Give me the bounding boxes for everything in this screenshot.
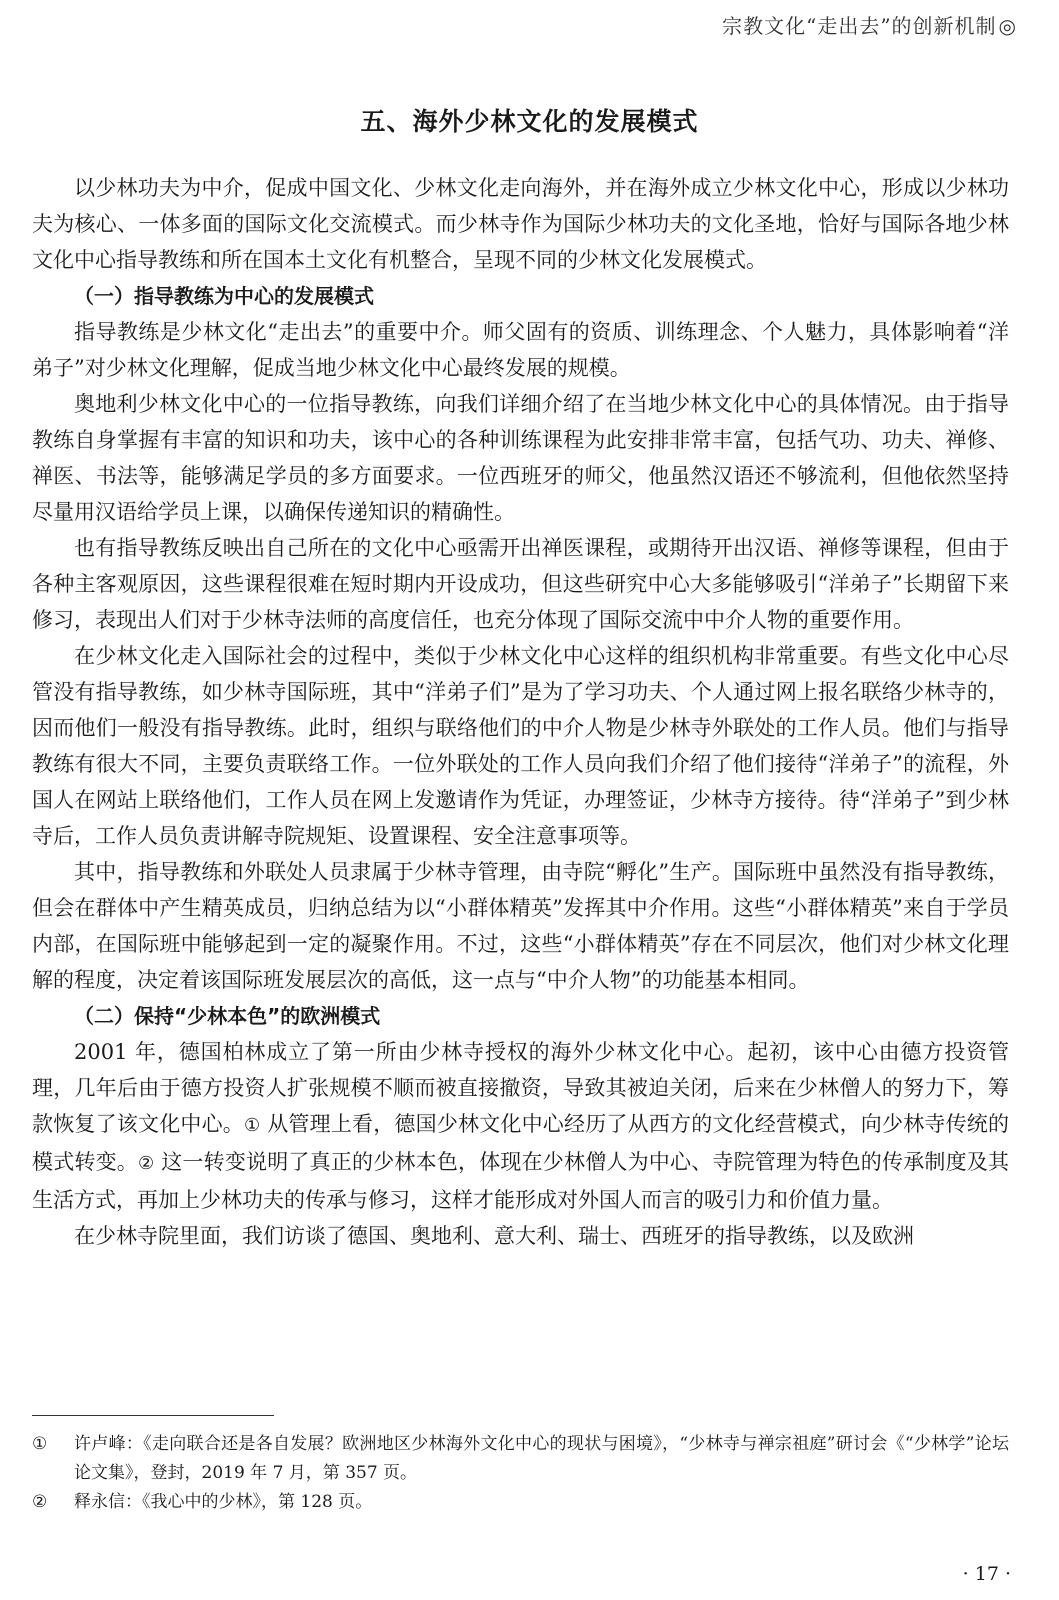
footnote-ref-1[interactable]: ①: [244, 1115, 261, 1136]
header-mark-icon: ◎: [998, 14, 1017, 38]
body-text: [32, 170, 1009, 1254]
subsection-heading-2: （二）保持“少林本色”的欧洲模式: [74, 1004, 381, 1028]
footnote-item: [32, 1430, 1009, 1488]
footnote-item: [32, 1488, 1009, 1517]
footnote-number: ①: [32, 1434, 48, 1454]
paragraph-7-part-c: 这一转变说明了真正的少林本色，体现在少林僧人为中心、寺院管理为特色的传承制度及其生活方式，再加上少林功夫的传承与修习，这样才能形成对外国人而言的吸引力和价值力量。: [32, 1150, 1010, 1212]
paragraph-4: 也有指导教练反映出自己所在的文化中心亟需开出禅医课程，或期待开出汉语、禅修等课程，但由于各种主客观原因，这些课程很难在短时期内开设成功，但这些研究中心大多能够吸引“洋弟子”长期留下来修习，表现出人们对于少林寺法师的高度信任，也充分体现了国际交流中中介人物的重要作用。: [32, 536, 1009, 632]
paragraph-3: 奥地利少林文化中心的一位指导教练，向我们详细介绍了在当地少林文化中心的具体情况。由于指导教练自身掌握有丰富的知识和功夫，该中心的各种训练课程为此安排非常丰富，包括气功、功夫、禅修、禅医、书法等，能够满足学员的多方面要求。一位西班牙的师父，他虽然汉语还不够流利，但他依然坚持尽量用汉语给学员上课，以确保传递知识的精确性。: [32, 392, 1009, 524]
footnote-number: ②: [32, 1492, 48, 1512]
footnotes: [32, 1430, 1009, 1517]
footnote-ref-2[interactable]: ②: [138, 1153, 155, 1174]
page-number: · 17 ·: [962, 1563, 1011, 1585]
paragraph-6: 其中，指导教练和外联处人员隶属于少林寺管理，由寺院“孵化”生产。国际班中虽然没有指导教练，但会在群体中产生精英成员，归纳总结为以“小群体精英”发挥其中介作用。这些“小群体精英”来自于学员内部，在国际班中能够起到一定的凝聚作用。不过，这些“小群体精英”存在不同层次，他们对少林文化理解的程度，决定着该国际班发展层次的高低，这一点与“中介人物”的功能基本相同。: [32, 860, 1009, 992]
paragraph-5: 在少林文化走入国际社会的过程中，类似于少林文化中心这样的组织机构非常重要。有些文化中心尽管没有指导教练，如少林寺国际班，其中“洋弟子们”是为了学习功夫、个人通过网上报名联络少林寺的，因而他们一般没有指导教练。此时，组织与联络他们的中介人物是少林寺外联处的工作人员。他们与指导教练有很大不同，主要负责联络工作。一位外联处的工作人员向我们介绍了他们接待“洋弟子”的流程，外国人在网站上联络他们，工作人员在网上发邀请作为凭证，办理签证，少林寺方接待。待“洋弟子”到少林寺后，工作人员负责讲解寺院规矩、设置课程、安全注意事项等。: [32, 644, 1009, 848]
paragraph-2: 指导教练是少林文化“走出去”的重要中介。师父固有的资质、训练理念、个人魅力，具体影响着“洋弟子”对少林文化理解，促成当地少林文化中心最终发展的规模。: [32, 320, 1009, 380]
running-header: [722, 10, 1017, 39]
footnote-text: 许卢峰：《走向联合还是各自发展？欧洲地区少林海外文化中心的现状与困境》，“少林寺与禅宗祖庭”研讨会《“少林学”论坛论文集》，登封，2019 年 7 月，第 357 页。: [74, 1434, 1009, 1483]
footnote-text: 释永信：《我心中的少林》，第 128 页。: [74, 1492, 373, 1512]
paragraph-7-part-b: 从管理上看，德国少林文化中心经历了从西方的文化经营模式，向少林寺传统的模式转变。: [32, 1112, 1009, 1174]
paragraph-7-part-a: 2001 年，德国柏林成立了第一所由少林寺授权的海外少林文化中心。起初，该中心由德方投资管理，几年后由于德方投资人扩张规模不顺而被直接撤资，导致其被迫关闭，后来在少林僧人的努力下，筹款恢复了该文化中心。: [32, 1040, 1009, 1136]
footnote-divider: [32, 1415, 274, 1416]
paragraph-8: 在少林寺院里面，我们访谈了德国、奥地利、意大利、瑞士、西班牙的指导教练，以及欧洲: [74, 1224, 914, 1248]
running-title: 宗教文化“走出去”的创新机制: [722, 14, 997, 38]
paragraph-intro: 以少林功夫为中介，促成中国文化、少林文化走向海外，并在海外成立少林文化中心，形成以少林功夫为核心、一体多面的国际文化交流模式。而少林寺作为国际少林功夫的文化圣地，恰好与国际各地少林文化中心指导教练和所在国本土文化有机整合，呈现不同的少林文化发展模式。: [32, 176, 1009, 272]
subsection-heading-1: （一）指导教练为中心的发展模式: [74, 284, 374, 308]
section-title: 五、海外少林文化的发展模式: [360, 107, 699, 136]
paragraph-7: [32, 1034, 1009, 1218]
